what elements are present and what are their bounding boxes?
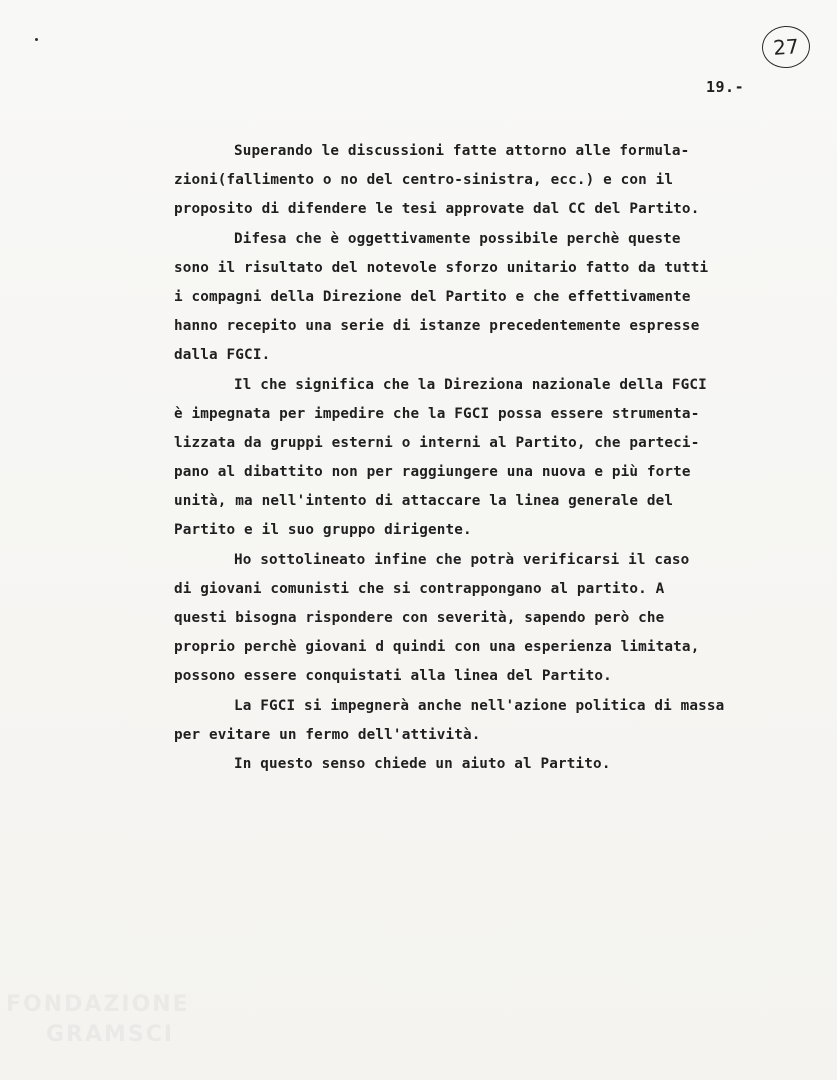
typewritten-body xyxy=(174,137,794,779)
text-line: di giovani comunisti che si contrappongano al partito. A xyxy=(174,580,665,597)
page-number: 19.- xyxy=(706,78,745,96)
text-line: lizzata da gruppi esterni o interni al Partito, che parteci- xyxy=(174,434,700,451)
text-line: per evitare un fermo dell'attività. xyxy=(174,726,481,743)
text-line: Superando le discussioni fatte attorno alle formula- xyxy=(234,143,690,159)
text-line: zioni(fallimento o no del centro-sinistra, ecc.) e con il xyxy=(174,172,674,189)
text-line: hanno recepito una serie di istanze precedentemente espresse xyxy=(174,318,700,335)
text-line: Il che significa che la Direziona nazionale della FGCI xyxy=(234,376,707,393)
text-line: Partito e il suo gruppo dirigente. xyxy=(174,522,472,539)
text-line: pano al dibattito non per raggiungere una nuova e più forte xyxy=(174,464,691,481)
text-line: unità, ma nell'intento di attaccare la linea generale del xyxy=(174,493,674,510)
archive-number-stamp: 27 xyxy=(761,24,812,69)
text-line: questi bisogna rispondere con severità, sapendo però che xyxy=(174,610,665,626)
text-line: i compagni della Direzione del Partito e che effettivamente xyxy=(174,288,691,305)
fondazione-gramsci-watermark xyxy=(6,990,226,1070)
text-line: possono essere conquistati alla linea del Partito. xyxy=(174,668,612,685)
watermark-line-2: GRAMSCI xyxy=(46,1022,175,1047)
text-line: proprio perchè giovani d quindi con una esperienza limitata, xyxy=(174,639,700,656)
text-line: è impegnata per impedire che la FGCI possa essere strumenta- xyxy=(174,405,700,422)
watermark-line-1: FONDAZIONE xyxy=(6,992,190,1017)
text-line: Difesa che è oggettivamente possibile perchè queste xyxy=(234,230,681,247)
text-line: proposito di difendere le tesi approvate dal CC del Partito. xyxy=(174,201,700,218)
text-line: La FGCI si impegnerà anche nell'azione politica di massa xyxy=(234,697,725,714)
text-line: sono il risultato del notevole sforzo unitario fatto da tutti xyxy=(174,259,709,276)
text-line: In questo senso chiede un aiuto al Partito. xyxy=(234,755,611,772)
ink-dot xyxy=(35,38,38,41)
text-line: dalla FGCI. xyxy=(174,347,271,364)
text-line: Ho sottolineato infine che potrà verificarsi il caso xyxy=(234,551,690,568)
